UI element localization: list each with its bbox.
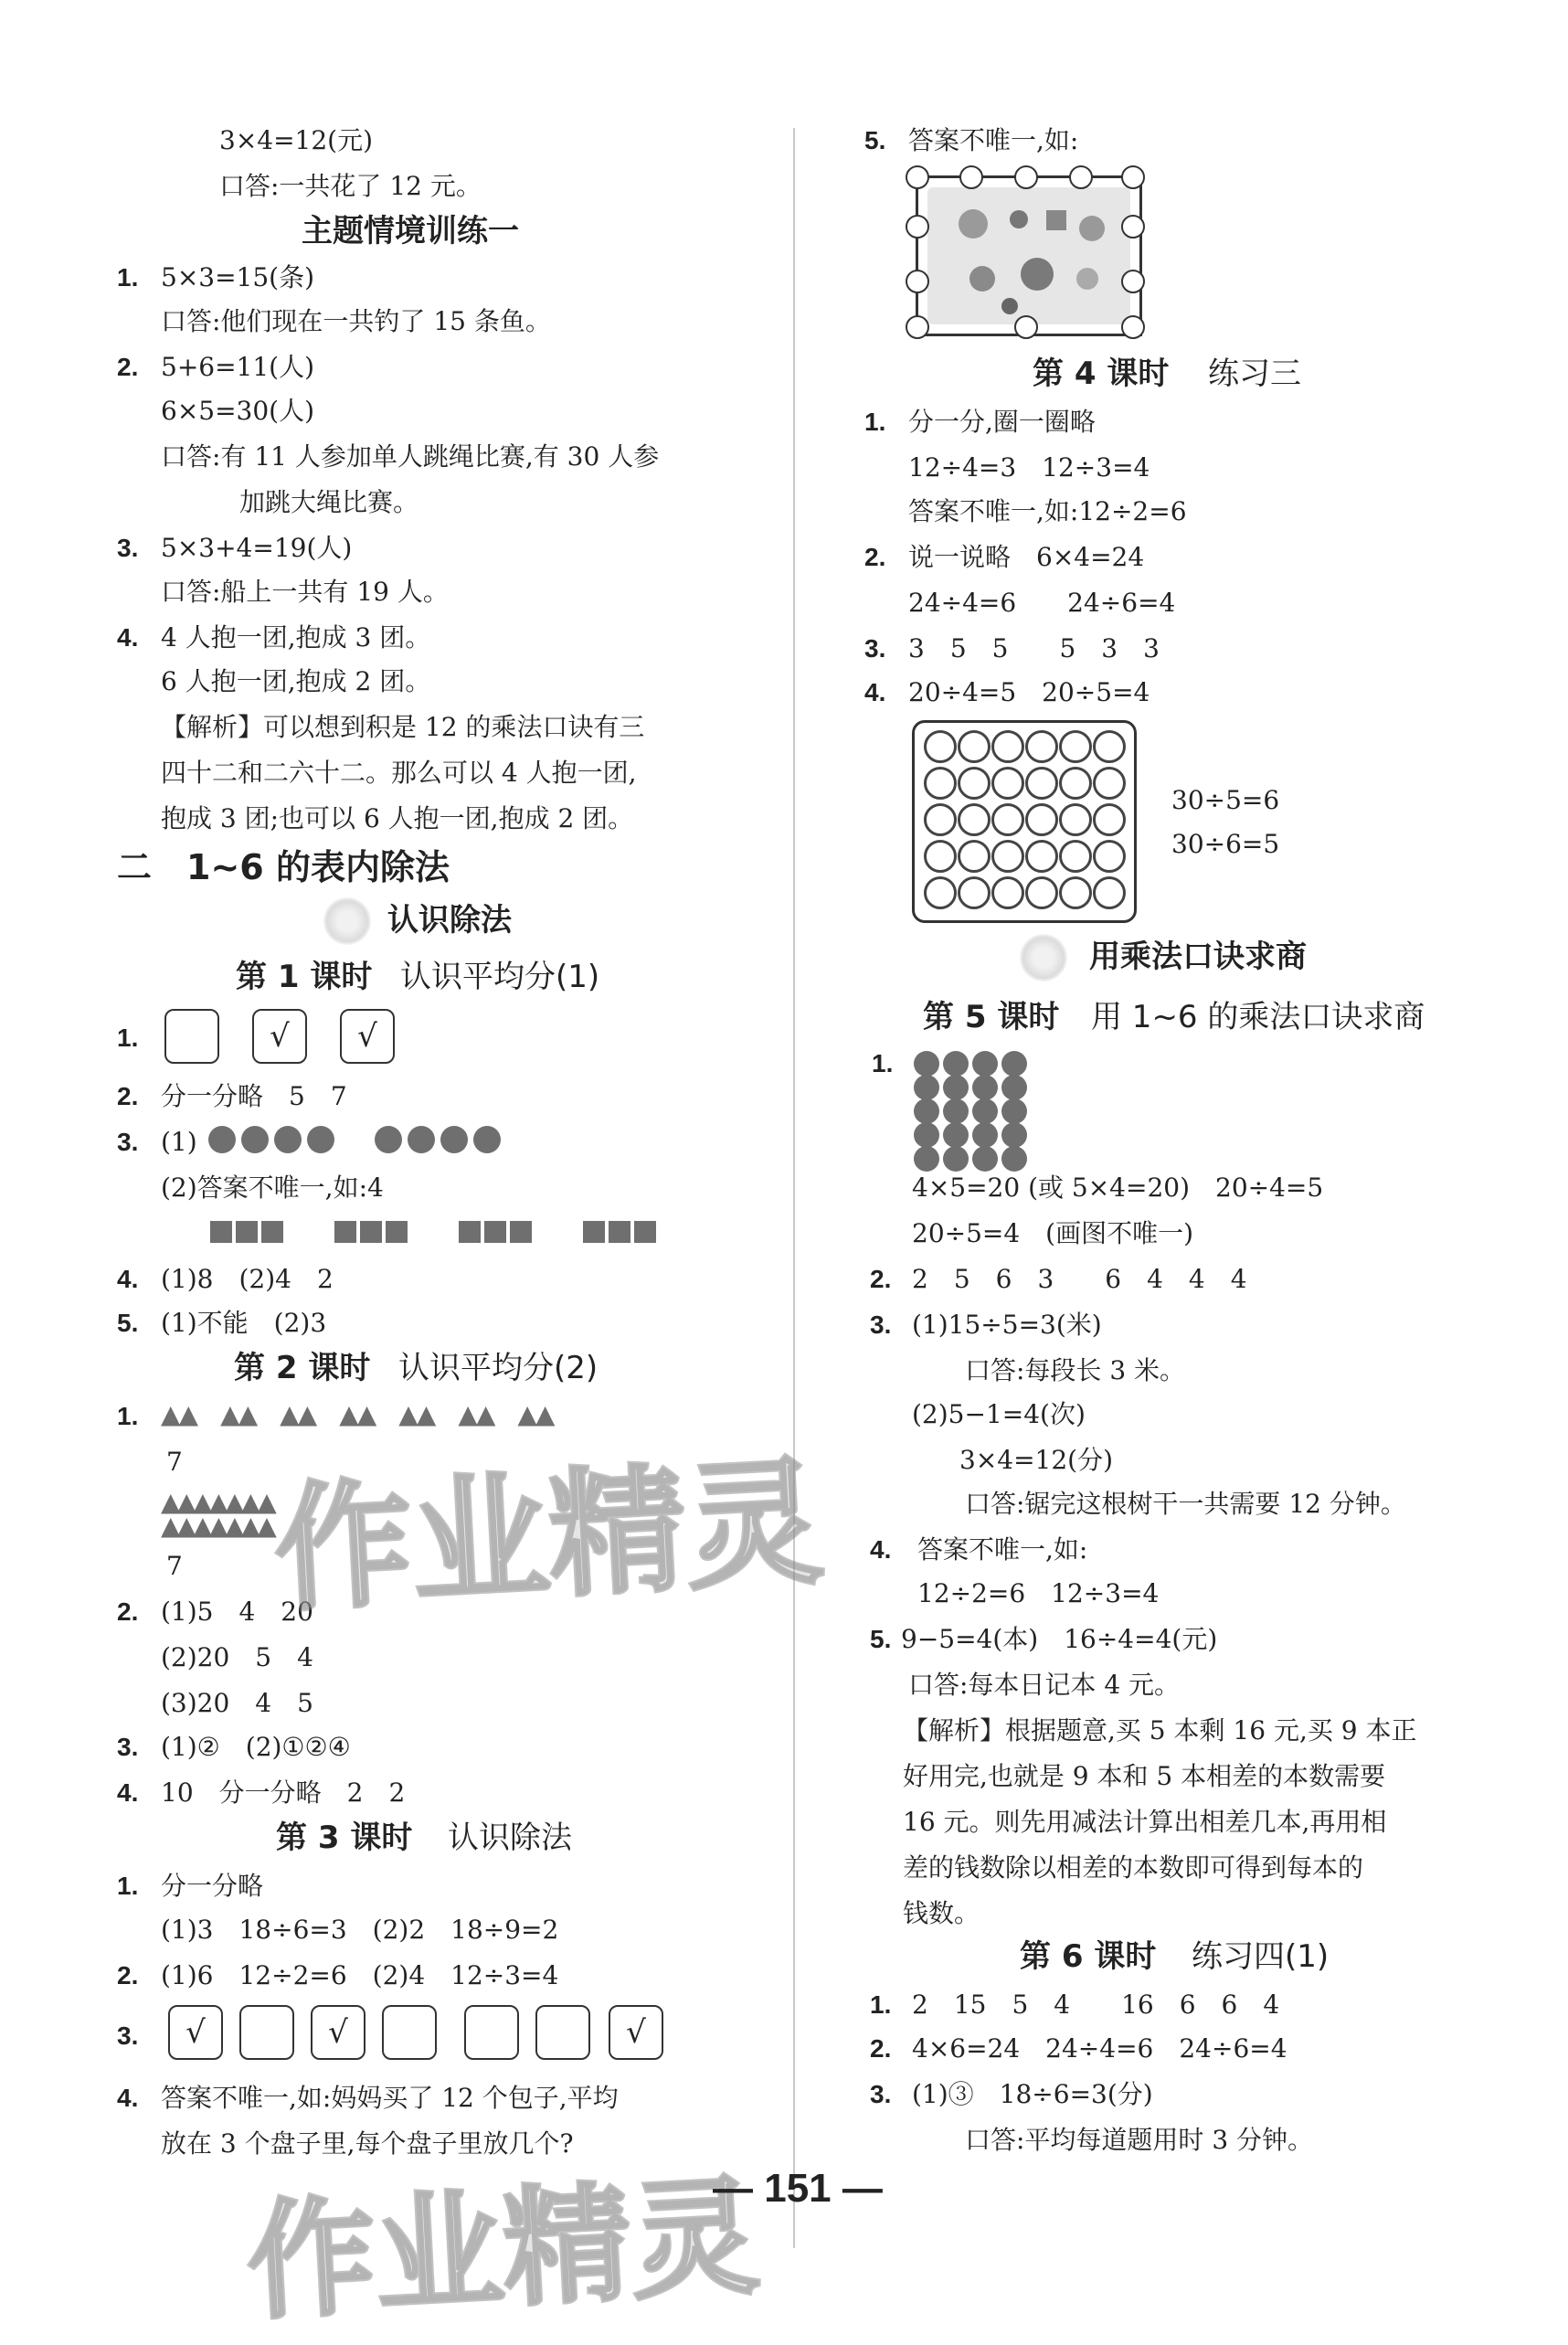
- grid-dot: [1001, 1122, 1027, 1148]
- triangle-row: ▲▲▲▲▲▲▲: [161, 1487, 273, 1517]
- analysis-line: 好用完,也就是 9 本和 5 本相差的本数需要: [903, 1761, 1386, 1791]
- text-line: 口答:一共花了 12 元。: [219, 171, 482, 201]
- grid-circle: [1093, 876, 1126, 909]
- grid-dot: [1001, 1051, 1027, 1077]
- grid-dot: [972, 1146, 998, 1172]
- square: [510, 1221, 532, 1243]
- grid-circle: [1093, 730, 1126, 763]
- handle-dot: [1069, 165, 1093, 189]
- grid-circle: [1059, 730, 1092, 763]
- text-line: 7: [166, 1447, 183, 1477]
- text-line: 6×5=30(人): [161, 396, 315, 426]
- grid-circle: [958, 767, 991, 800]
- square: [236, 1221, 258, 1243]
- text-line: 20÷4=5 20÷5=4: [908, 677, 1150, 707]
- question-number: 5.: [117, 1309, 139, 1337]
- watermark: 作业精灵: [270, 1443, 827, 1631]
- square: [459, 1221, 481, 1243]
- dot: [440, 1126, 468, 1153]
- square: [261, 1221, 283, 1243]
- text-line: 答案不唯一,如:12÷2=6: [908, 496, 1187, 526]
- question-number: 2.: [117, 1597, 139, 1626]
- square: [583, 1221, 605, 1243]
- answer-box: [164, 1009, 219, 1064]
- text-line: 3×4=12(分): [959, 1445, 1114, 1475]
- handle-dot: [1014, 315, 1038, 339]
- question-number: 4.: [117, 1778, 139, 1807]
- text-line: 口答:船上一共有 19 人。: [161, 577, 449, 607]
- triangle-row: ▲▲▲▲▲▲▲: [161, 1511, 273, 1541]
- dot: [375, 1126, 402, 1153]
- answer-box: [239, 2005, 294, 2060]
- circle-grid: [912, 720, 1137, 923]
- text-line: 3×4=12(元): [219, 125, 374, 155]
- text-line: 12÷4=3 12÷3=4: [908, 452, 1150, 483]
- analysis-line: 【解析】根据题意,买 5 本剩 16 元,买 9 本正: [903, 1715, 1417, 1745]
- handle-dot: [906, 270, 929, 293]
- question-number: 4.: [117, 2084, 139, 2112]
- dot: [473, 1126, 501, 1153]
- grid-circle: [1025, 730, 1058, 763]
- question-number: 3.: [870, 2080, 892, 2108]
- text-line: 口答:有 11 人参加单人跳绳比赛,有 30 人参: [161, 441, 660, 472]
- answer-box: √: [311, 2005, 366, 2060]
- text-line: 分一分,圈一圈略: [908, 407, 1096, 437]
- grid-circle: [958, 730, 991, 763]
- text-line: 30÷6=5: [1171, 829, 1280, 859]
- watermark: 作业精灵: [243, 2162, 763, 2339]
- grid-circle: [991, 876, 1024, 909]
- lesson-title: 第 2 课时: [234, 1350, 371, 1386]
- text-line: (2)5−1=4(次): [912, 1399, 1086, 1429]
- grid-circle: [1093, 840, 1126, 873]
- text-line: (1)5 4 20: [161, 1597, 313, 1627]
- text-line: (1)8 (2)4 2: [161, 1264, 334, 1294]
- grid-circle: [1059, 876, 1092, 909]
- grid-circle: [991, 730, 1024, 763]
- text-line: (2)20 5 4: [161, 1642, 313, 1672]
- text-line: 3 5 5 5 3 3: [908, 633, 1160, 663]
- question-number: 2.: [864, 543, 886, 571]
- grid-dot: [914, 1122, 939, 1148]
- grid-circle: [958, 876, 991, 909]
- handle-dot: [1121, 270, 1145, 293]
- grid-circle: [991, 767, 1024, 800]
- grid-circle: [924, 840, 957, 873]
- square: [210, 1221, 232, 1243]
- answer-box: √: [609, 2005, 663, 2060]
- text-line: 2 5 6 3 6 4 4 4: [912, 1264, 1247, 1294]
- text-line: (1)② (2)①②④: [161, 1732, 351, 1762]
- grid-circle: [1059, 840, 1092, 873]
- question-number: 1.: [117, 1024, 139, 1052]
- grid-dot: [943, 1098, 969, 1124]
- question-number: 2.: [117, 1082, 139, 1110]
- question-number: 3.: [117, 1128, 139, 1156]
- grid-circle: [1025, 840, 1058, 873]
- text-line: (2)答案不唯一,如:4: [161, 1172, 384, 1203]
- handle-dot: [1121, 165, 1145, 189]
- column-divider: [793, 128, 795, 2248]
- grid-circle: [1093, 767, 1126, 800]
- text-line: (1): [161, 1127, 197, 1157]
- grid-circle: [1025, 803, 1058, 836]
- text-line: 4×6=24 24÷4=6 24÷6=4: [912, 2033, 1287, 2064]
- handle-dot: [1014, 165, 1038, 189]
- section-title: 主题情境训练一: [302, 213, 519, 249]
- text-line: 加跳大绳比赛。: [239, 487, 419, 517]
- text-line: 口答:每段长 3 米。: [965, 1355, 1186, 1385]
- square: [484, 1221, 506, 1243]
- grid-dot: [1001, 1098, 1027, 1124]
- lesson-subtitle: 练习三: [1208, 355, 1301, 392]
- answer-box: [464, 2005, 519, 2060]
- handle-dot: [959, 165, 983, 189]
- square: [634, 1221, 656, 1243]
- grid-dot: [943, 1146, 969, 1172]
- question-number: 1.: [117, 263, 139, 292]
- question-number: 3.: [117, 534, 139, 562]
- grid-circle: [924, 730, 957, 763]
- grid-circle: [1025, 767, 1058, 800]
- answer-box: [382, 2005, 437, 2060]
- grid-circle: [924, 803, 957, 836]
- grid-circle: [991, 803, 1024, 836]
- question-number: 2.: [870, 1265, 892, 1293]
- text-line: 2 15 5 4 16 6 6 4: [912, 1990, 1280, 2020]
- toys-illustration: [918, 178, 1139, 334]
- text-line: (1)15÷5=3(米): [912, 1310, 1102, 1340]
- question-number: 2.: [117, 353, 139, 381]
- answer-box: √: [168, 2005, 223, 2060]
- text-line: 分一分略: [161, 1871, 264, 1901]
- text-line: 7: [166, 1551, 183, 1581]
- grid-dot: [972, 1122, 998, 1148]
- grid-circle: [958, 803, 991, 836]
- dot: [408, 1126, 435, 1153]
- answer-box: [535, 2005, 590, 2060]
- question-number: 4.: [117, 623, 139, 652]
- circled-picture: [916, 175, 1142, 336]
- unit-title: 认识除法: [387, 902, 512, 939]
- text-line: 答案不唯一,如:: [917, 1534, 1088, 1565]
- lesson-title: 第 5 课时: [923, 999, 1060, 1035]
- lesson-title: 第 6 课时: [1020, 1938, 1157, 1975]
- handle-dot: [906, 215, 929, 239]
- question-number: 3.: [864, 634, 886, 663]
- grid-dot: [914, 1146, 939, 1172]
- square: [386, 1221, 408, 1243]
- text-line: (1)3 18÷6=3 (2)2 18÷9=2: [161, 1915, 559, 1945]
- answer-box: √: [252, 1009, 307, 1064]
- lesson-title: 第 3 课时: [276, 1820, 413, 1856]
- grid-dot: [972, 1098, 998, 1124]
- grid-circle: [1059, 767, 1092, 800]
- dot: [241, 1126, 269, 1153]
- page-number: — 151 —: [713, 2166, 883, 2211]
- question-number: 4.: [870, 1535, 892, 1564]
- question-number: 5.: [864, 126, 886, 154]
- question-number: 1.: [872, 1049, 894, 1077]
- question-number: 3.: [870, 1310, 892, 1339]
- dot: [208, 1126, 236, 1153]
- grid-dot: [943, 1051, 969, 1077]
- text-line: 9−5=4(本) 16÷4=4(元): [901, 1624, 1218, 1654]
- answer-box: √: [340, 1009, 395, 1064]
- grid-dot: [943, 1075, 969, 1100]
- grid-circle: [1025, 876, 1058, 909]
- text-line: (1)6 12÷2=6 (2)4 12÷3=4: [161, 1960, 559, 1990]
- grid-circle: [924, 876, 957, 909]
- question-number: 2.: [870, 2034, 892, 2063]
- lesson-subtitle: 认识除法: [448, 1820, 572, 1856]
- text-line: 6 人抱一团,抱成 2 团。: [161, 666, 431, 696]
- lesson-subtitle: 用 1~6 的乘法口诀求商: [1091, 999, 1425, 1035]
- text-line: 分一分略 5 7: [161, 1081, 347, 1111]
- analysis-line: 差的钱数除以相差的本数即可得到每本的: [903, 1852, 1364, 1883]
- text-line: 口答:他们现在一共钓了 15 条鱼。: [161, 306, 551, 336]
- question-number: 2.: [117, 1961, 139, 1990]
- unit-title: 用乘法口诀求商: [1089, 939, 1307, 975]
- text-line: (3)20 4 5: [161, 1688, 313, 1718]
- analysis-line: 钱数。: [903, 1898, 980, 1928]
- question-number: 1.: [864, 408, 886, 436]
- handle-dot: [906, 165, 929, 189]
- flower-icon: [323, 897, 371, 945]
- text-line: 24÷4=6 24÷6=4: [908, 588, 1176, 618]
- text-line: 说一说略 6×4=24: [908, 542, 1145, 572]
- lesson-title: 第 1 课时: [236, 959, 373, 995]
- text-line: 口答:每本日记本 4 元。: [908, 1670, 1181, 1700]
- handle-dot: [906, 315, 929, 339]
- lesson-subtitle: 认识平均分(1): [400, 959, 600, 995]
- question-number: 5.: [870, 1625, 892, 1653]
- grid-circle: [1093, 803, 1126, 836]
- text-line: 30÷5=6: [1171, 785, 1280, 815]
- question-number: 4.: [117, 1265, 139, 1293]
- square: [609, 1221, 630, 1243]
- question-number: 3.: [117, 1733, 139, 1761]
- analysis-line: 【解析】可以想到积是 12 的乘法口诀有三: [161, 712, 645, 742]
- grid-dot: [1001, 1146, 1027, 1172]
- grid-dot: [972, 1075, 998, 1100]
- text-line: 4 人抱一团,抱成 3 团。: [161, 622, 431, 653]
- text-line: 口答:平均每道题用时 3 分钟。: [965, 2125, 1314, 2155]
- grid-circle: [1059, 803, 1092, 836]
- text-line: 5×3=15(条): [161, 262, 315, 292]
- lesson-subtitle: 练习四(1): [1192, 1938, 1330, 1975]
- grid-dot: [914, 1051, 939, 1077]
- text-line: 4×5=20 (或 5×4=20) 20÷4=5: [912, 1172, 1324, 1203]
- text-line: 答案不唯一,如:妈妈买了 12 个包子,平均: [161, 2083, 619, 2113]
- analysis-line: 16 元。则先用减法计算出相差几本,再用相: [903, 1807, 1387, 1837]
- question-number: 3.: [117, 2021, 139, 2050]
- square: [360, 1221, 382, 1243]
- triangle-pairs: ▲▲ ▲▲ ▲▲ ▲▲ ▲▲ ▲▲ ▲▲: [161, 1399, 554, 1429]
- text-line: (1)③ 18÷6=3(分): [912, 2079, 1153, 2109]
- grid-circle: [924, 767, 957, 800]
- question-number: 1.: [117, 1872, 139, 1900]
- grid-dot: [914, 1075, 939, 1100]
- handle-dot: [1121, 215, 1145, 239]
- grid-circle: [958, 840, 991, 873]
- analysis-line: 抱成 3 团;也可以 6 人抱一团,抱成 2 团。: [161, 803, 634, 833]
- dot: [274, 1126, 302, 1153]
- text-line: 口答:锯完这根树干一共需要 12 分钟。: [965, 1489, 1406, 1519]
- text-line: 12÷2=6 12÷3=4: [917, 1578, 1160, 1608]
- grid-dot: [914, 1098, 939, 1124]
- text-line: 5×3+4=19(人): [161, 533, 353, 563]
- handle-dot: [1121, 315, 1145, 339]
- lesson-subtitle: 认识平均分(2): [398, 1350, 599, 1386]
- question-number: 1.: [117, 1402, 139, 1430]
- question-number: 1.: [870, 1990, 892, 2019]
- analysis-line: 四十二和二六十二。那么可以 4 人抱一团,: [161, 758, 637, 788]
- grid-dot: [972, 1051, 998, 1077]
- dot: [307, 1126, 334, 1153]
- text-line: 10 分一分略 2 2: [161, 1777, 406, 1808]
- chapter-title: 二 1~6 的表内除法: [117, 847, 450, 887]
- text-line: (1)不能 (2)3: [161, 1308, 327, 1338]
- grid-dot: [1001, 1075, 1027, 1100]
- lesson-title: 第 4 课时: [1033, 355, 1170, 392]
- text-line: 答案不唯一,如:: [908, 125, 1079, 155]
- text-line: 20÷5=4 (画图不唯一): [912, 1218, 1194, 1248]
- flower-icon: [1020, 934, 1067, 982]
- text-line: 放在 3 个盘子里,每个盘子里放几个?: [161, 2128, 574, 2159]
- text-line: 5+6=11(人): [161, 352, 315, 382]
- grid-dot: [943, 1122, 969, 1148]
- question-number: 4.: [864, 678, 886, 706]
- square: [334, 1221, 356, 1243]
- grid-circle: [991, 840, 1024, 873]
